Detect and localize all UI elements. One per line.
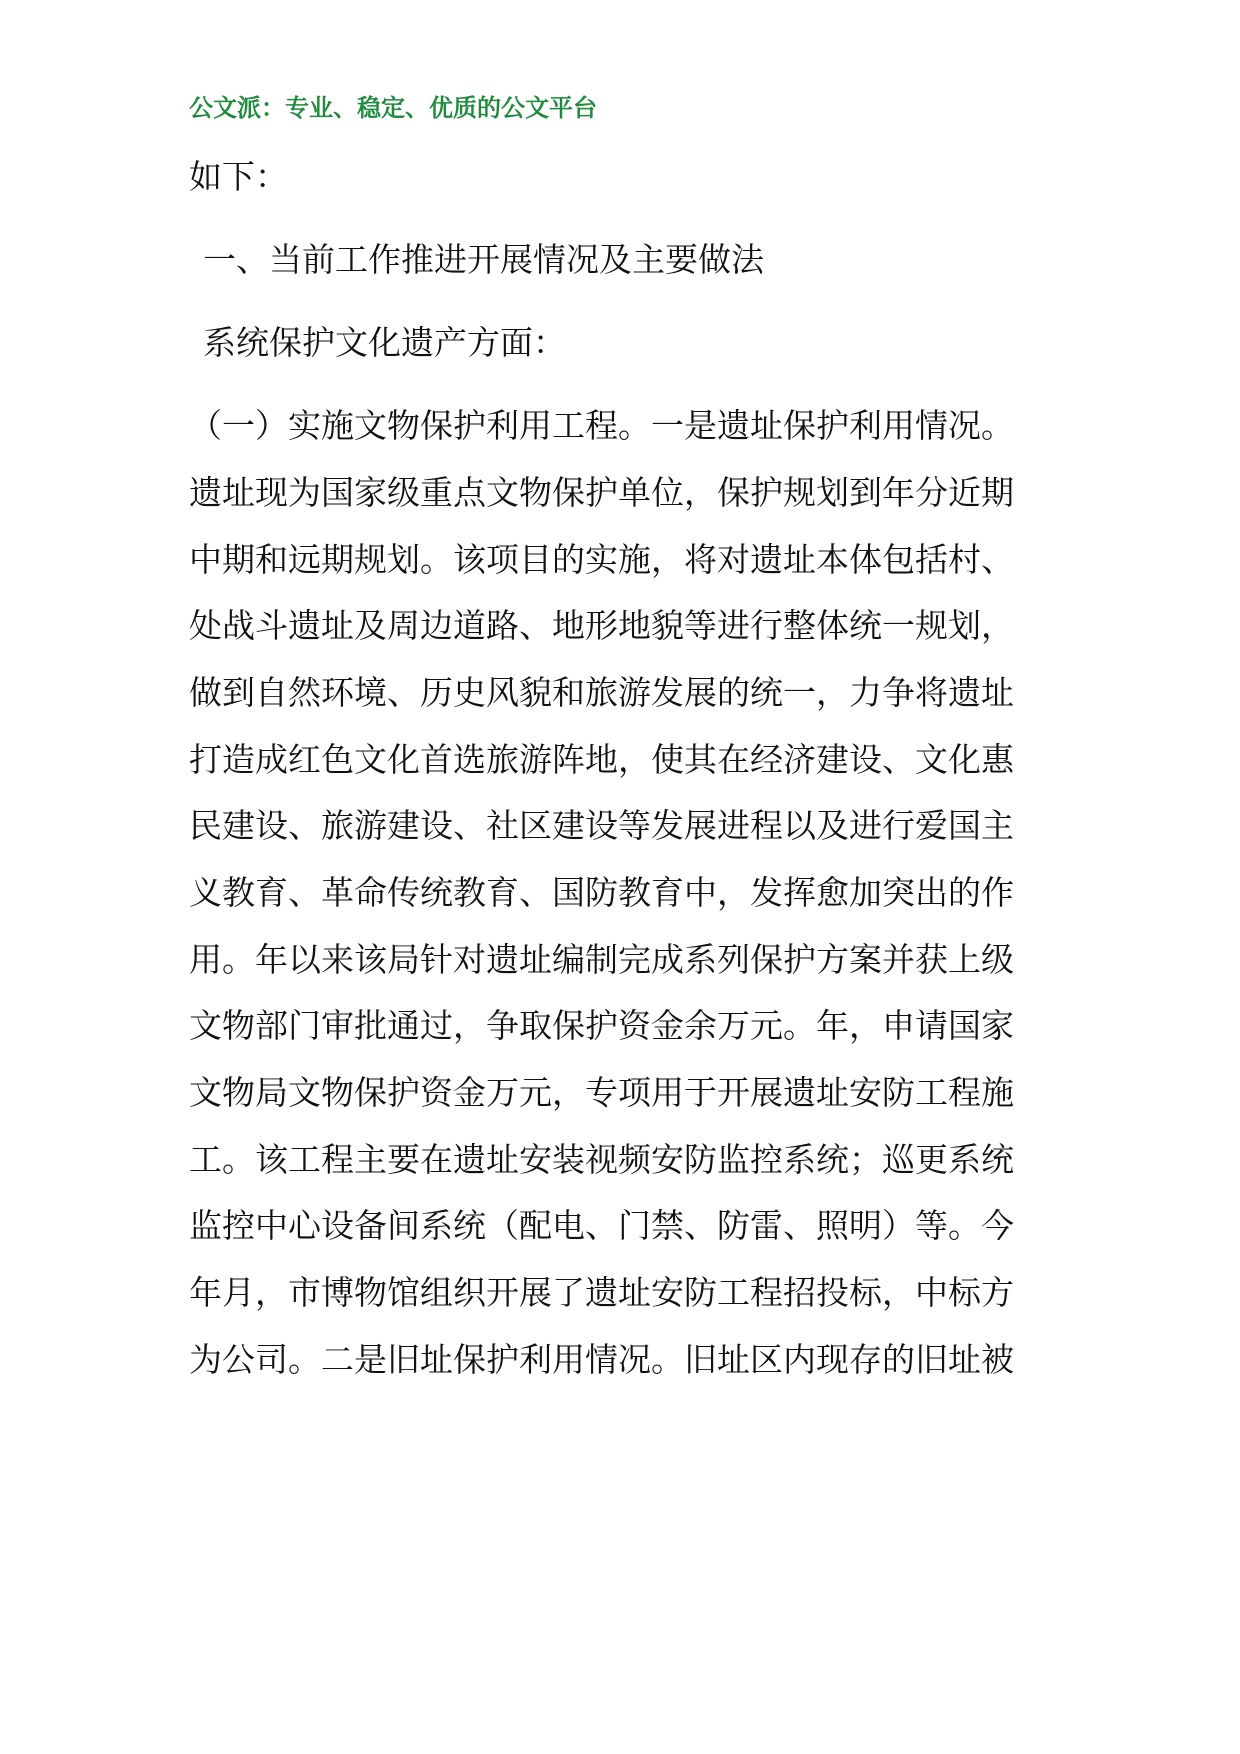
paragraph-line: 民建设、旅游建设、社区建设等发展进程以及进行爱国主 bbox=[189, 806, 1014, 845]
paragraph-line: 文物部门审批通过，争取保护资金余万元。年，申请国家 bbox=[189, 1006, 1014, 1045]
paragraph-line: （一）实施文物保护利用工程。一是遗址保护利用情况。 bbox=[189, 406, 1014, 445]
paragraph-line: 遗址现为国家级重点文物保护单位，保护规划到年分近期 bbox=[189, 473, 1014, 512]
paragraph-line: 年月，市博物馆组织开展了遗址安防工程招投标，中标方 bbox=[189, 1273, 1014, 1312]
paragraph-line: 工。该工程主要在遗址安装视频安防监控系统；巡更系统 bbox=[189, 1140, 1014, 1179]
paragraph-line: 文物局文物保护资金万元，专项用于开展遗址安防工程施 bbox=[189, 1073, 1014, 1112]
paragraph-line: 中期和远期规划。该项目的实施，将对遗址本体包括村、 bbox=[189, 540, 1014, 579]
paragraph-line: 用。年以来该局针对遗址编制完成系列保护方案并获上级 bbox=[189, 940, 1014, 979]
site-header-banner: 公文派：专业、稳定、优质的公文平台 bbox=[189, 94, 597, 122]
paragraph-line: 打造成红色文化首选旅游阵地，使其在经济建设、文化惠 bbox=[189, 740, 1014, 779]
intro-text: 如下： bbox=[189, 157, 288, 196]
paragraph-line: 为公司。二是旧址保护利用情况。旧址区内现存的旧址被 bbox=[189, 1340, 1014, 1379]
paragraph-line: 监控中心设备间系统（配电、门禁、防雷、照明）等。今 bbox=[189, 1206, 1014, 1245]
subsection-heading: 系统保护文化遗产方面： bbox=[203, 323, 566, 362]
paragraph-line: 义教育、革命传统教育、国防教育中，发挥愈加突出的作 bbox=[189, 873, 1014, 912]
paragraph-line: 做到自然环境、历史风貌和旅游发展的统一，力争将遗址 bbox=[189, 673, 1014, 712]
section-heading: 一、当前工作推进开展情况及主要做法 bbox=[203, 240, 764, 279]
paragraph-line: 处战斗遗址及周边道路、地形地貌等进行整体统一规划， bbox=[189, 606, 1014, 645]
